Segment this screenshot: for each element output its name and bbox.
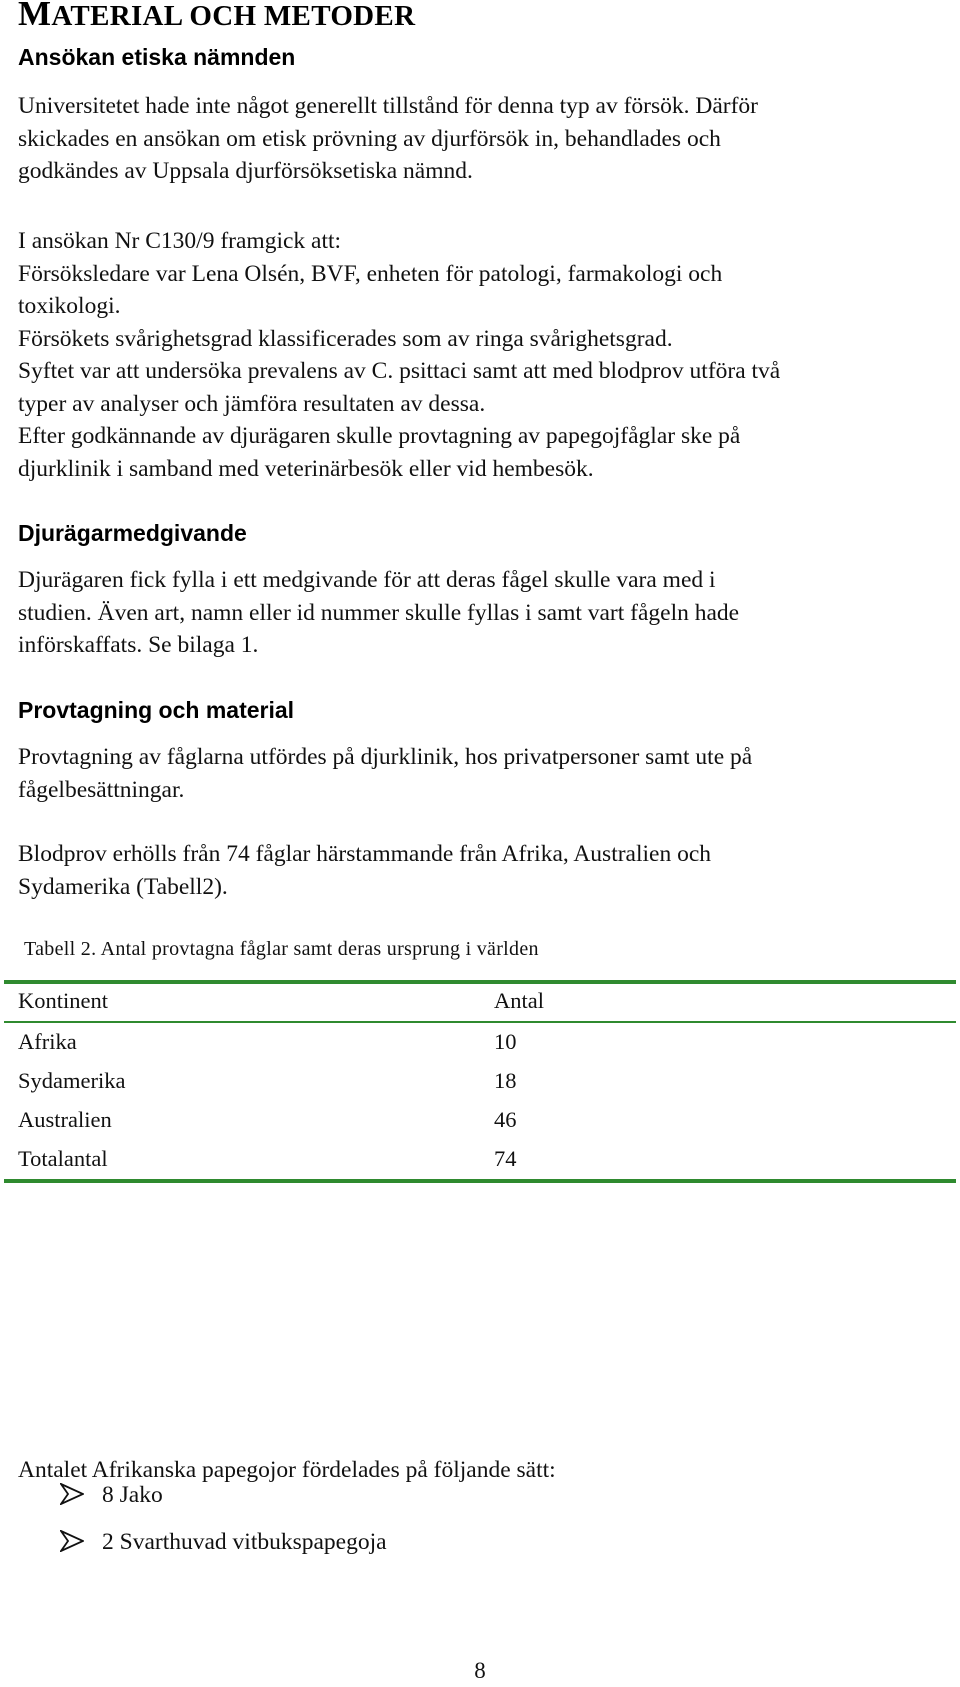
section-heading-ethics: Ansökan etiska nämnden [18, 44, 296, 70]
table-cell-count: 18 [494, 1068, 517, 1093]
text-line: Provtagning av fåglarna utfördes på djurklinik, hos privatpersoner samt ute på [18, 744, 753, 770]
text-line: I ansökan Nr C130/9 framgick att: [18, 228, 342, 254]
table-top-rule [4, 980, 956, 984]
table-cell-continent: Australien [18, 1107, 112, 1132]
text-line: godkändes av Uppsala djurförsöksetiska nämnd. [18, 158, 473, 184]
text-line: skickades en ansökan om etisk prövning av djurförsök in, behandlades och [18, 125, 721, 152]
table-cell-count: 46 [494, 1107, 517, 1132]
table-bottom-rule [4, 1179, 956, 1183]
list-item-text: 8 Jako [102, 1482, 163, 1508]
paragraph-ethics-intro [18, 90, 943, 188]
text-line: typer av analyser och jämföra resultaten av dessa. [18, 390, 486, 417]
section-heading-owner-consent: Djurägarmedgivande [18, 520, 247, 546]
text-line: toxikologi. [18, 293, 121, 319]
table-header-continent: Kontinent [18, 988, 108, 1013]
text-line: djurklinik i samband med veterinärbesök eller vid hembesök. [18, 455, 594, 482]
text-line: Sydamerika (Tabell2). [18, 873, 228, 900]
text-line: Antalet Afrikanska papegojor fördelades på följande sätt: [18, 1457, 556, 1483]
section-heading-sampling: Provtagning och material [18, 697, 295, 723]
text-line: Blodprov erhölls från 74 fåglar härstammande från Afrika, Australien och [18, 841, 712, 867]
table-cell-total-value: 74 [494, 1146, 517, 1171]
paragraph-blood-samples [18, 838, 943, 903]
paragraph-application-details [18, 225, 943, 485]
text-line: Försöksledare var Lena Olsén, BVF, enheten för patologi, farmakologi och [18, 260, 723, 287]
text-line: införskaffats. Se bilaga 1. [18, 632, 259, 658]
table-header-count: Antal [494, 988, 544, 1013]
page-number: 8 [474, 1658, 486, 1683]
paragraph-owner-consent [18, 564, 943, 662]
list-item-text: 2 Svarthuvad vitbukspapegoja [102, 1529, 387, 1555]
page-title [18, 0, 415, 34]
arrow-bullet-icon [60, 1483, 84, 1505]
text-line: Efter godkännande av djurägaren skulle provtagning av papegojfåglar ske på [18, 423, 741, 449]
paragraph-sampling-location [18, 741, 943, 806]
text-line: Syftet var att undersöka prevalens av C. psittaci samt att med blodprov utföra två [18, 358, 781, 384]
table-header-rule [4, 1021, 956, 1023]
arrow-bullet-icon [60, 1530, 84, 1552]
text-line: fågelbesättningar. [18, 776, 185, 803]
table-cell-continent: Afrika [18, 1029, 77, 1054]
text-line: Försökets svårighetsgrad klassificerades som av ringa svårighetsgrad. [18, 325, 673, 352]
text-line: Djurägaren fick fylla i ett medgivande för att deras fågel skulle vara med i [18, 567, 716, 593]
text-line: studien. Även art, namn eller id nummer skulle fyllas i samt vart fågeln hade [18, 599, 740, 626]
table-cell-continent: Sydamerika [18, 1068, 126, 1093]
page-title-rest: ATERIAL OCH METODER [51, 0, 416, 32]
text-line: Universitetet hade inte något generellt tillstånd för denna typ av försök. Därför [18, 93, 759, 119]
table-cell-total-label: Totalantal [18, 1146, 108, 1171]
page-title-initial: M [18, 0, 52, 33]
table-cell-count: 10 [494, 1029, 517, 1054]
table-caption: Tabell 2. Antal provtagna fåglar samt deras ursprung i världen [24, 938, 539, 960]
